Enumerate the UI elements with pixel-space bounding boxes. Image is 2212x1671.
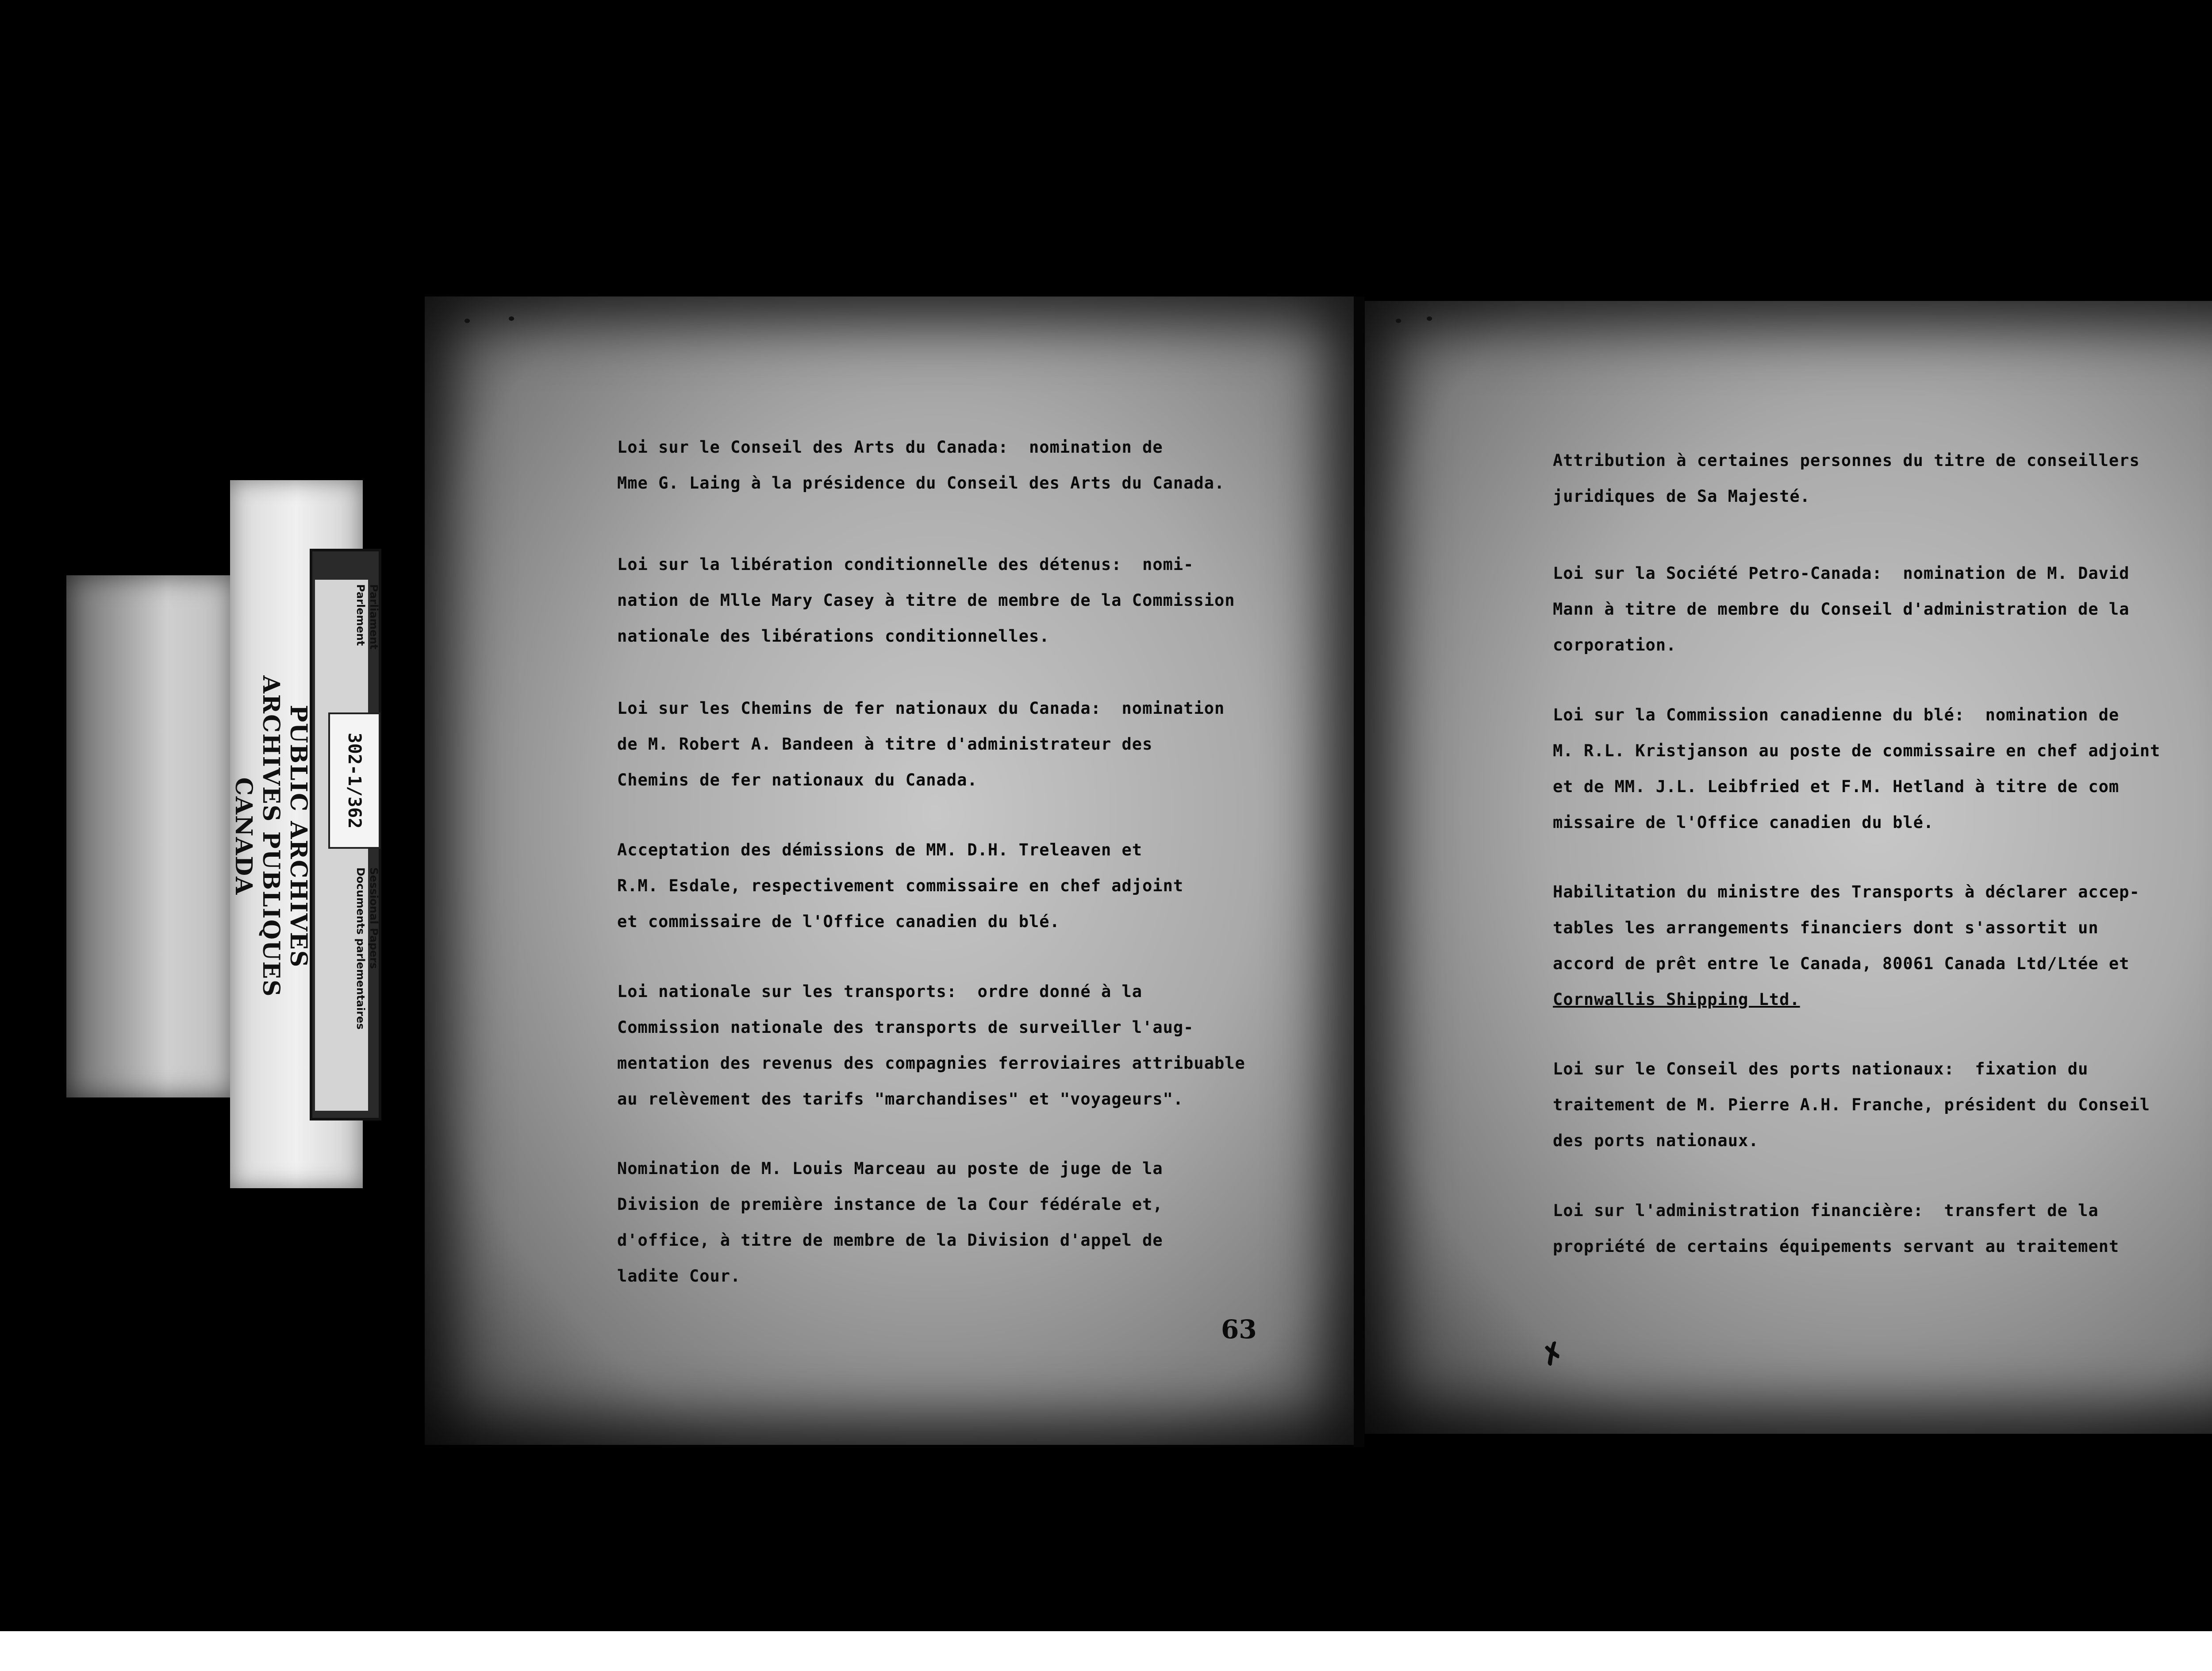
text-line: nationale des libérations conditionnelles. <box>617 627 1050 646</box>
right-paragraph-5 <box>1553 1051 2150 1159</box>
text-line: Chemins de fer nationaux du Canada. <box>617 770 978 789</box>
text-line: nation de Mlle Mary Casey à titre de membre de la Commission <box>617 591 1235 610</box>
text-line: Loi sur l'administration financière: transfert de la <box>1553 1201 2099 1220</box>
text-line: d'office, à titre de membre de la Division d'appel de <box>617 1231 1163 1250</box>
parliament-fr: Parlement <box>354 584 367 646</box>
text-line: et commissaire de l'Office canadien du blé. <box>617 912 1060 931</box>
page-speck <box>465 319 470 323</box>
text-line: corporation. <box>1553 635 1677 655</box>
text-line: Acceptation des démissions de MM. D.H. Treleaven et <box>617 840 1143 859</box>
text-line: Commission nationale des transports de surveiller l'aug- <box>617 1018 1194 1037</box>
page-speck <box>1427 316 1432 321</box>
text-line: Nomination de M. Louis Marceau au poste de juge de la <box>617 1159 1163 1178</box>
text-line: mentation des revenus des compagnies ferroviaires attribuable <box>617 1054 1245 1073</box>
archives-stamp <box>223 637 312 1036</box>
stamp-line-1: PUBLIC ARCHIVES <box>285 705 312 968</box>
text-line: Loi nationale sur les transports: ordre donné à la <box>617 982 1143 1001</box>
right-paragraph-4 <box>1553 874 2140 1017</box>
text-line: Habilitation du ministre des Transports à déclarer accep- <box>1553 882 2140 901</box>
page-gutter <box>1354 296 1364 1447</box>
film-frame-edge <box>0 1631 2212 1671</box>
right-paragraph-1 <box>1553 443 2140 514</box>
left-paragraph-1 <box>617 429 1225 501</box>
left-page <box>425 296 1354 1445</box>
text-line: Mme G. Laing à la présidence du Conseil des Arts du Canada. <box>617 474 1225 493</box>
text-line: Mann à titre de membre du Conseil d'administration de la <box>1553 600 2130 619</box>
text-line: Loi sur la Société Petro-Canada: nomination de M. David <box>1553 564 2130 583</box>
file-number: 302-1/362 <box>344 732 365 829</box>
text-line: traitement de M. Pierre A.H. Franche, président du Conseil <box>1553 1095 2151 1114</box>
text-line: missaire de l'Office canadien du blé. <box>1553 813 1934 832</box>
text-line: au relèvement des tarifs "marchandises" et "voyageurs". <box>617 1090 1184 1109</box>
text-line: accord de prêt entre le Canada, 80061 Canada Ltd/Ltée et <box>1553 954 2130 973</box>
text-line: et de MM. J.L. Leibfried et F.M. Hetland à titre de com <box>1553 777 2120 796</box>
parliament-label <box>336 584 380 752</box>
page-speck <box>1396 319 1401 323</box>
text-line: R.M. Esdale, respectivement commissaire en chef adjoint <box>617 876 1184 895</box>
text-line: propriété de certains équipements servant au traitement <box>1553 1237 2120 1256</box>
stamp-line-2: ARCHIVES PUBLIQUES <box>257 675 284 997</box>
text-line: Attribution à certaines personnes du titre de conseillers <box>1553 451 2140 470</box>
text-line: juridiques de Sa Majesté. <box>1553 487 1810 506</box>
right-paragraph-3 <box>1553 697 2160 840</box>
right-paragraph-2 <box>1553 555 2129 663</box>
left-paragraph-5 <box>617 974 1245 1117</box>
text-line: Cornwallis Shipping Ltd. <box>1553 990 1800 1009</box>
right-paragraph-6 <box>1553 1193 2119 1264</box>
stamp-line-3: CANADA <box>230 777 257 896</box>
left-paragraph-2 <box>617 547 1235 654</box>
left-paragraph-6 <box>617 1151 1163 1294</box>
text-line: M. R.L. Kristjanson au poste de commissaire en chef adjoint <box>1553 741 2161 760</box>
text-line: Loi sur le Conseil des ports nationaux: fixation du <box>1553 1059 2089 1078</box>
sessional-en: Sessional Papers <box>368 867 380 969</box>
page-folio-number: 63 <box>1221 1314 1257 1344</box>
text-line: des ports nationaux. <box>1553 1131 1759 1150</box>
text-line: Loi sur la Commission canadienne du blé: nomination de <box>1553 705 2120 724</box>
page-speck <box>509 316 514 321</box>
text-line: Loi sur les Chemins de fer nationaux du Canada: nomination <box>617 699 1225 718</box>
text-line: Loi sur la libération conditionnelle des détenus: nomi- <box>617 555 1194 574</box>
handwritten-mark: ✗ <box>1536 1335 1570 1373</box>
text-line: Division de première instance de la Cour fédérale et, <box>617 1195 1163 1214</box>
text-line: ladite Cour. <box>617 1267 741 1286</box>
sessional-fr: Documents parlementaires <box>354 867 367 1030</box>
right-page <box>1365 301 2212 1434</box>
text-line: Loi sur le Conseil des Arts du Canada: nomination de <box>617 438 1163 457</box>
parliament-en: Parliament <box>368 584 380 650</box>
text-line: tables les arrangements financiers dont s'assortit un <box>1553 918 2099 937</box>
text-line: de M. Robert A. Bandeen à titre d'administrateur des <box>617 735 1153 754</box>
sessional-papers-label <box>336 867 380 1036</box>
archive-card-back <box>66 575 234 1097</box>
left-paragraph-4 <box>617 832 1183 939</box>
left-paragraph-3 <box>617 690 1225 798</box>
